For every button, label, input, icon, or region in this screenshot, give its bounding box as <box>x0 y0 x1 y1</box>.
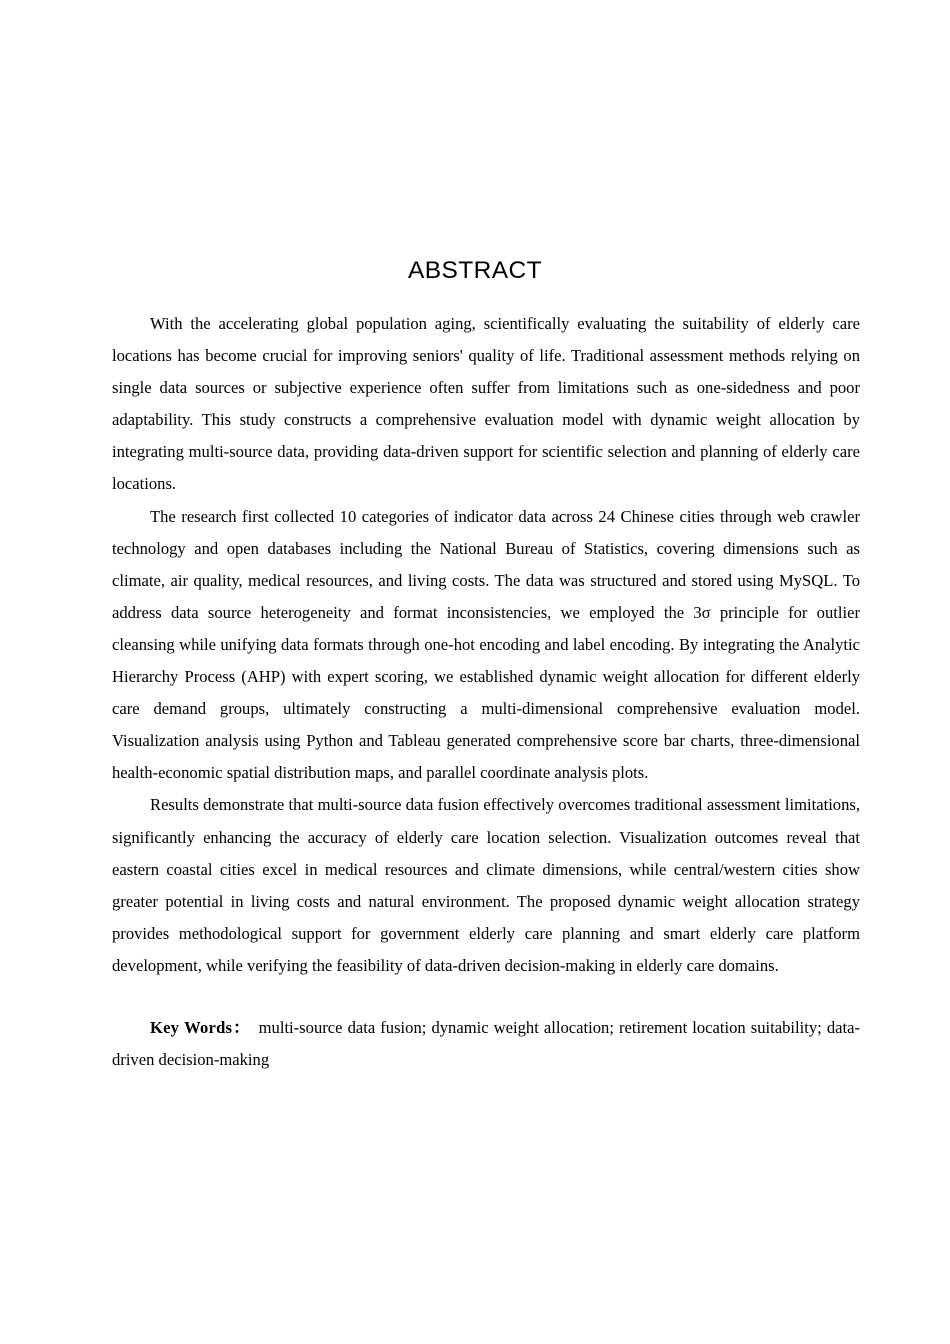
abstract-paragraph-1: With the accelerating global population aging, scientifically evaluating the suitability of elderly care locations has become crucial for improving seniors' quality of life. Traditional assessment methods relying on single data sources or subjective experience often suffer from limitations such as one-sidedness and poor adaptability. This study constructs a comprehensive evaluation model with dynamic weight allocation by integrating multi-source data, providing data-driven support for scientific selection and planning of elderly care locations. <box>112 314 860 494</box>
page-title: ABSTRACT <box>408 257 542 285</box>
keywords-text: multi-source data fusion; dynamic weight allocation; retirement location suitability; data-driven decision-making <box>112 1017 861 1070</box>
keywords-paragraph <box>112 1012 860 1076</box>
abstract-paragraph-3: Results demonstrate that multi-source data fusion effectively overcomes traditional assessment limitations, significantly enhancing the accuracy of elderly care location selection. Visualization outcomes reveal that eastern coastal cities excel in medical resources and climate dimensions, while central/western cities show greater potential in living costs and natural environment. The proposed dynamic weight allocation strategy provides methodological support for government elderly care planning and smart elderly care platform development, while verifying the feasibility of data-driven decision-making in elderly care domains. <box>112 795 860 975</box>
abstract-body <box>112 308 860 1076</box>
keywords-label: Key Words <box>150 1017 233 1037</box>
abstract-paragraph-2: The research first collected 10 categories of indicator data across 24 Chinese cities through web crawler technology and open databases including the National Bureau of Statistics, covering dimensions such as climate, air quality, medical resources, and living costs. The data was structured and stored using MySQL. To address data source heterogeneity and format inconsistencies, we employed the 3σ principle for outlier cleansing while unifying data formats through one-hot encoding and label encoding. By integrating the Analytic Hierarchy Process (AHP) with expert scoring, we established dynamic weight allocation for different elderly care demand groups, ultimately constructing a multi-dimensional comprehensive evaluation model. Visualization analysis using Python and Tableau generated comprehensive score bar charts, three-dimensional health-economic spatial distribution maps, and parallel coordinate analysis plots. <box>112 506 860 783</box>
keywords-separator: ： <box>232 1017 251 1037</box>
